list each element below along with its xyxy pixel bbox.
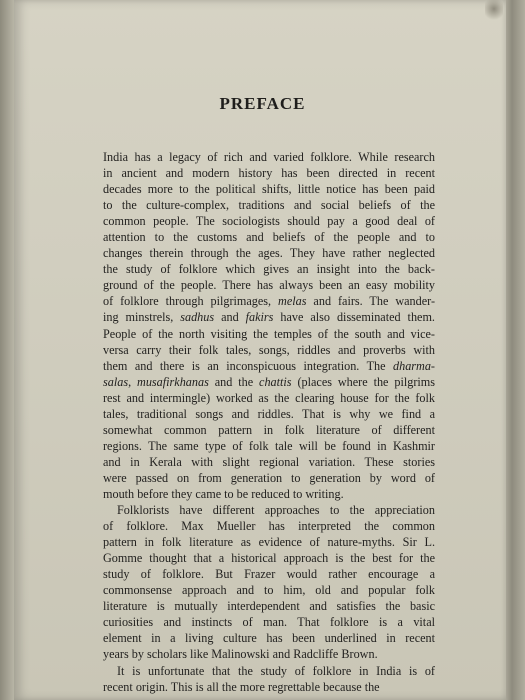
italic-term: dharma-: [393, 358, 435, 373]
text-line: of folklore through pilgrimages, melas and fairs. The wander-: [103, 294, 435, 309]
text-line: pattern in folk literature as evidence of nature-myths. Sir L.: [103, 535, 435, 550]
text-line: element in a living culture has been underlined in recent: [103, 631, 435, 646]
text-line: ground of the people. There has always been an easy mobility: [103, 278, 435, 293]
text-line: literature is mutually interdependent and satisfies the basic: [103, 599, 435, 614]
text-line: People of the north visiting the temples of the south and vice-: [103, 326, 435, 341]
text-line: versa carry their folk tales, songs, riddles and proverbs with: [103, 342, 435, 357]
paragraph: [103, 149, 435, 502]
text-line: rest and intermingle) worked as the clearing house for the folk: [103, 390, 435, 405]
italic-term: melas: [278, 294, 307, 309]
text-line: changes therein through the ages. They have rather neglected: [103, 246, 435, 261]
text-line: them and there is an inconspicuous integration. The dharma-: [103, 358, 435, 373]
text-line: common people. The sociologists should pay a good deal of: [103, 214, 435, 229]
text-line: Gomme thought that a historical approach is the best for the: [103, 551, 435, 566]
text-line: curiosities and instincts of man. That folklore is a vital: [103, 615, 435, 630]
text-line: It is unfortunate that the study of folklore in India is of: [117, 663, 435, 678]
paragraph: [103, 663, 435, 695]
text-line: commonsense approach and to him, old and popular folk: [103, 583, 435, 598]
text-line: somewhat common pattern in folk literature of different: [103, 422, 435, 437]
text-line: decades more to the political shifts, little notice has been paid: [103, 182, 435, 197]
text-line: to the culture-complex, traditions and social beliefs of the: [103, 198, 435, 213]
text-line: mouth before they came to be reduced to writing.: [103, 486, 344, 501]
text-line: study of folklore. But Frazer would rather encourage a: [103, 567, 435, 582]
italic-term: sadhus: [180, 310, 215, 325]
text-line: in ancient and modern history has been directed in recent: [103, 166, 435, 181]
text-line: of folklore. Max Mueller has interpreted the common: [103, 519, 435, 534]
text-line: were passed on from generation to generation by word of: [103, 470, 435, 485]
paragraph: [103, 502, 435, 662]
text-line: salas, musafirkhanas and the chattis (places where the pilgrims: [103, 374, 435, 389]
text-line: regions. The same type of folk tale will be found in Kashmir: [103, 438, 435, 453]
text-line: tales, traditional songs and riddles. That is why we find a: [103, 406, 435, 421]
text-line: attention to the customs and beliefs of the people and to: [103, 230, 435, 245]
italic-term: musafirkhanas: [137, 374, 209, 389]
text-line: India has a legacy of rich and varied folklore. While research: [103, 150, 435, 164]
page-heading: PREFACE: [219, 94, 306, 113]
text-line: ing minstrels, sadhus and fakirs have also disseminated them.: [103, 310, 435, 325]
italic-term: salas: [103, 374, 129, 389]
text-line: the study of folklore which gives an insight into the back-: [103, 262, 435, 277]
text-line: years by scholars like Malinowski and Radcliffe Brown.: [103, 647, 378, 662]
italic-term: fakirs: [245, 310, 274, 325]
preface-body: [103, 149, 435, 695]
corner-stain: [485, 0, 503, 22]
text-line: and in Kerala with slight regional variation. These stories: [103, 454, 435, 469]
italic-term: chattis: [259, 374, 292, 389]
text-line: Folklorists have different approaches to the appreciation: [117, 503, 435, 518]
text-line: recent origin. This is all the more regrettable because the: [103, 679, 380, 694]
